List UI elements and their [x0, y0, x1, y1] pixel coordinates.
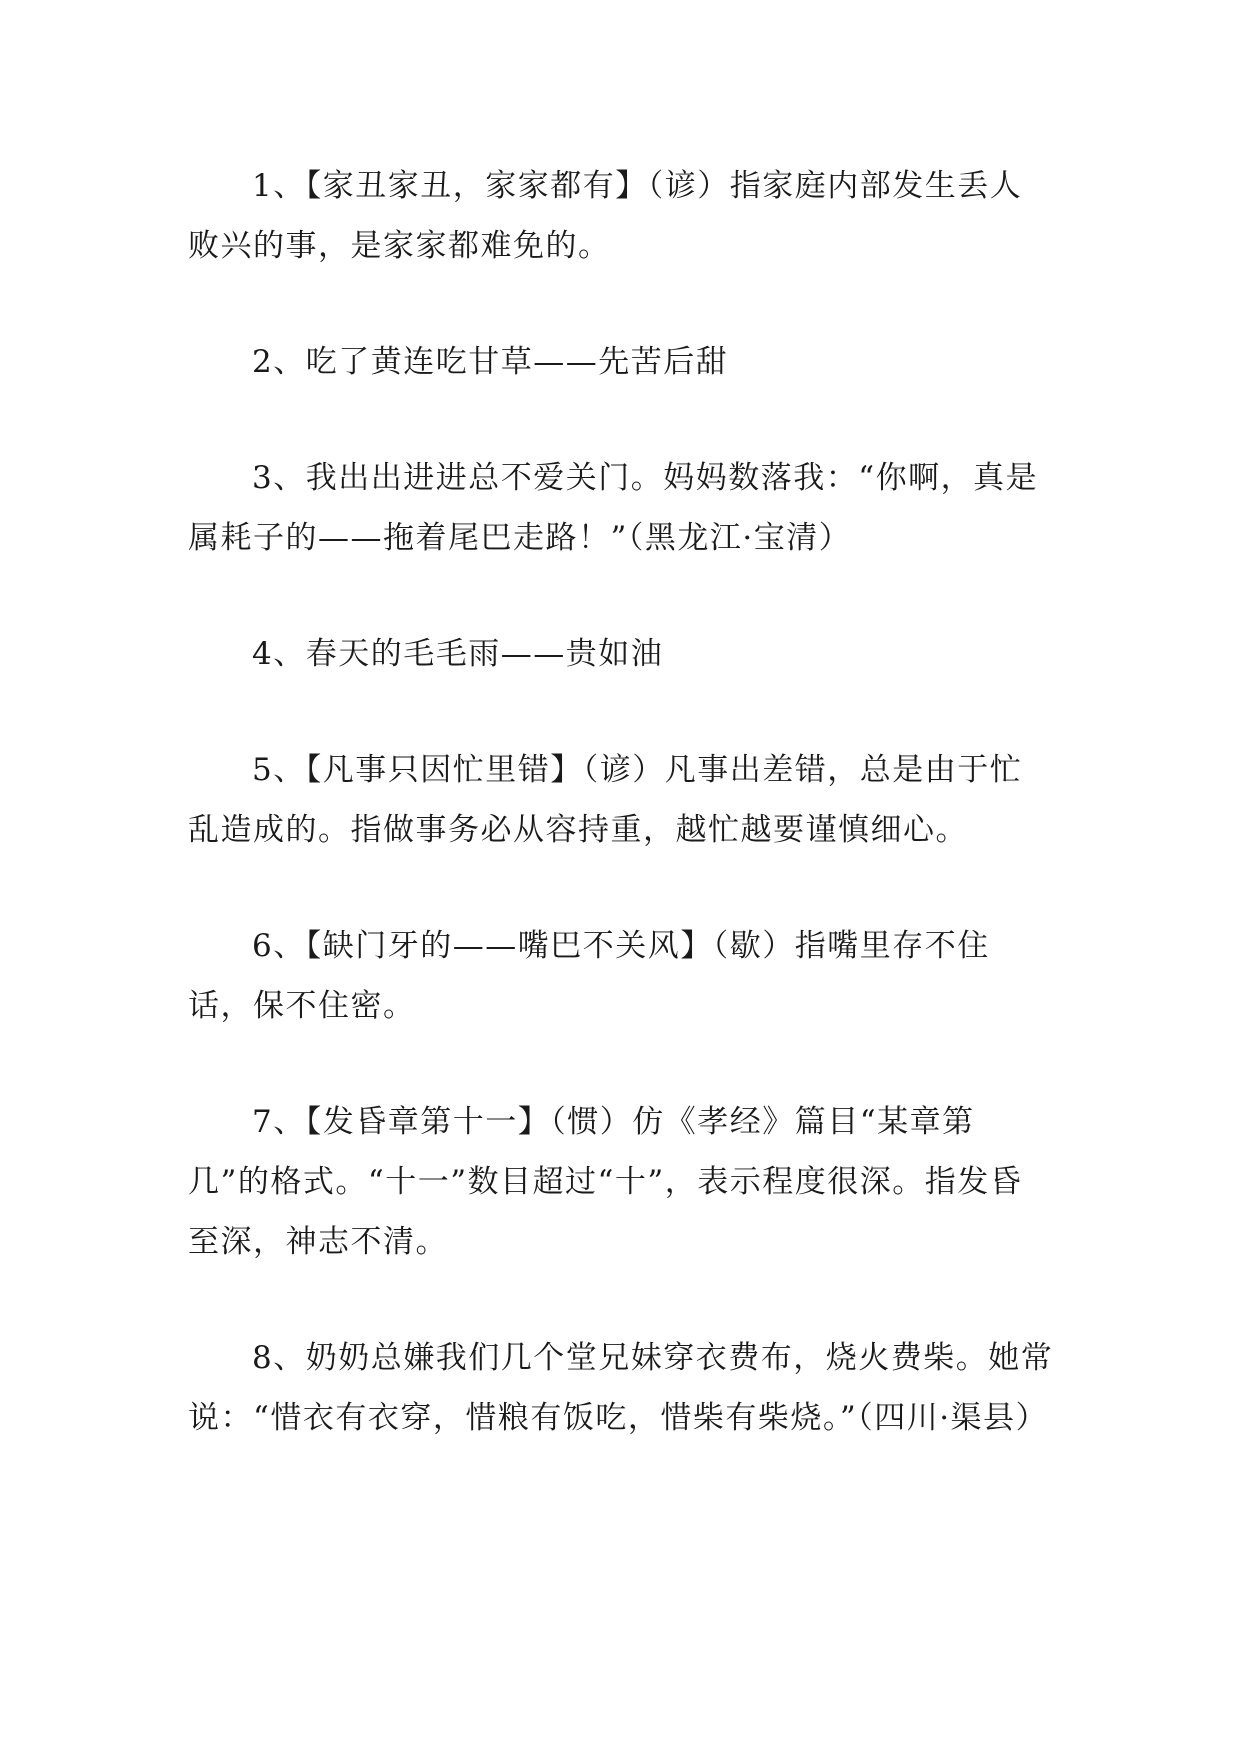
list-item: 6、【缺门牙的——嘴巴不关风】（歇）指嘴里存不住话，保不住密。: [188, 928, 990, 1024]
list-item: 3、我出出进进总不爱关门。妈妈数落我：“你啊，真是属耗子的——拖着尾巴走路！”（黑龙江·宝清）: [188, 460, 1039, 556]
list-item: 1、【家丑家丑，家家都有】（谚）指家庭内部发生丢人败兴的事，是家家都难免的。: [188, 168, 1023, 264]
list-item: 5、【凡事只因忙里错】（谚）凡事出差错，总是由于忙乱造成的。指做事务必从容持重，越忙越要谨慎细心。: [188, 752, 1023, 848]
document-body: [188, 156, 1054, 1504]
list-item: 8、奶奶总嫌我们几个堂兄妹穿衣费布，烧火费柴。她常说：“惜衣有衣穿，惜粮有饭吃，惜柴有柴烧。”（四川·渠县）: [188, 1340, 1054, 1436]
list-item: 4、春天的毛毛雨——贵如油: [252, 636, 664, 672]
list-item: 2、吃了黄连吃甘草——先苦后甜: [252, 344, 729, 380]
list-item: 7、【发昏章第十一】（惯）仿《孝经》篇目“某章第几”的格式。“十一”数目超过“十”，表示程度很深。指发昏至深，神志不清。: [188, 1104, 1023, 1260]
